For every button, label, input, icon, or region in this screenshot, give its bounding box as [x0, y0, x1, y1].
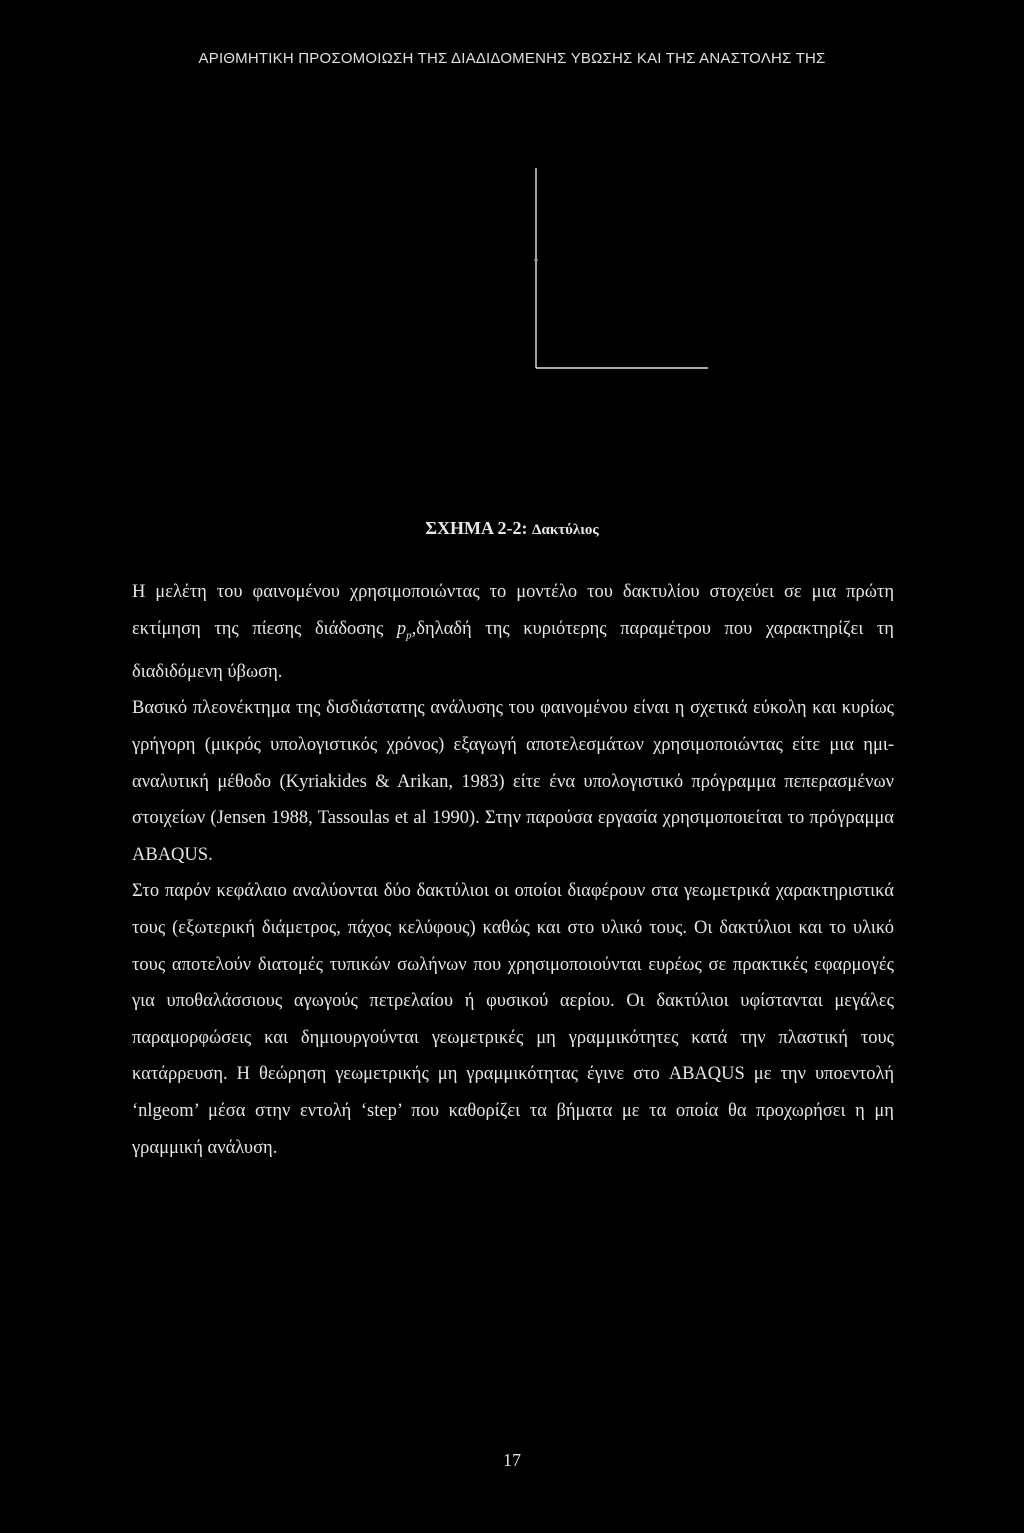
figure-caption	[0, 518, 1024, 539]
paragraph-1	[132, 574, 894, 690]
running-header: ΑΡΙΘΜΗΤΙΚΗ ΠΡΟΣΟΜΟΙΩΣΗ ΤΗΣ ΔΙΑΔΙΔΟΜΕΝΗΣ ΥΒΩΣΗΣ ΚΑΙ ΤΗΣ ΑΝΑΣΤΟΛΗΣ ΤΗΣ	[198, 50, 826, 67]
paragraph-1-text-before: Η μελέτη του φαινομένου χρησιμοποιώντας το μοντέλο του δακτυλίου στοχεύει σε μια πρώτη εκτίμηση της πίεσης διάδοσης	[132, 582, 894, 639]
body-text	[132, 574, 894, 1166]
propagation-pressure-symbol: $p_p$	[396, 618, 412, 642]
paragraph-2: Βασικό πλεονέκτημα της δισδιάστατης ανάλυσης του φαινομένου είναι η σχετικά εύκολη και κυρίως γρήγορη (μικρός υπολογιστικός χρόνος) εξαγωγή αποτελεσμάτων χρησιμοποιώντας είτε μια ημι-αναλυτική μέθοδο (Kyriakides & Arikan, 1983) είτε ένα υπολογιστικό πρόγραμμα πεπερασμένων στοιχείων (Jensen 1988, Tassoulas et al 1990). Στην παρούσα εργασία χρησιμοποιείται το πρόγραμμα ABAQUS.	[132, 698, 894, 865]
caption-title: Δακτύλιος	[532, 522, 599, 538]
ring-quarter-model-drawing	[520, 160, 720, 380]
page-number: 17	[503, 1450, 521, 1470]
paragraph-3: Στο παρόν κεφάλαιο αναλύονται δύο δακτύλιοι οι οποίοι διαφέρουν στα γεωμετρικά χαρακτηριστικά τους (εξωτερική διάμετρος, πάχος κελύφους) καθώς και στο υλικό τους. Οι δακτύλιοι και το υλικό τους αποτελούν διατομές τυπικών σωλήνων που χρησιμοποιούνται ευρέως σε πρακτικές εφαρμογές για υποθαλάσσιους αγωγούς πετρελαίου ή φυσικού αερίου. Οι δακτύλιοι υφίστανται μεγάλες παραμορφώσεις και δημιουργούνται γεωμετρικές μη γραμμικότητες κατά την πλαστική τους κατάρρευση. Η θεώρηση γεωμετρικής μη γραμμικότητας έγινε στο ABAQUS με την υποεντολή ‘nlgeom’ μέσα στην εντολή ‘step’ που καθορίζει τα βήματα με τα οποία θα προχωρήσει η μη γραμμική ανάλυση.	[132, 881, 894, 1158]
ring-figure	[520, 160, 720, 380]
caption-label: ΣΧΗΜΑ 2-2:	[425, 518, 528, 538]
paragraph-1-text-after: ,δηλαδή της κυριότερης παραμέτρου που χαρακτηρίζει τη διαδιδόμενη ύβωση.	[132, 618, 894, 682]
